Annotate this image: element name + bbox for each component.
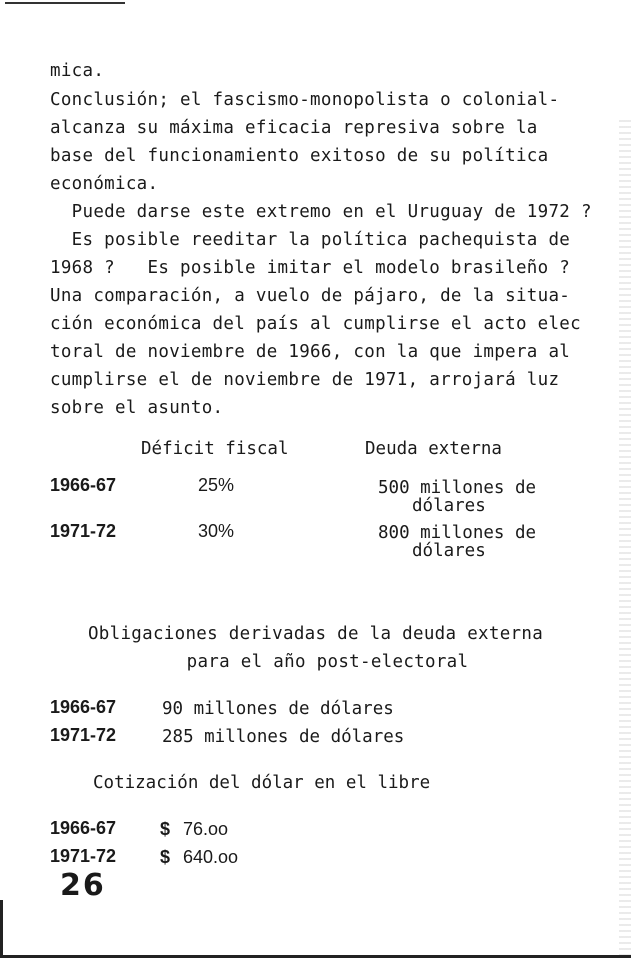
- text-line: sobre el asunto.: [50, 398, 224, 418]
- obligaciones-subtitle: para el año post-electoral: [186, 652, 469, 672]
- obligacion-value: 90 millones de dólares: [162, 699, 394, 719]
- page-number: 26: [60, 868, 106, 903]
- text-line: económica.: [50, 174, 159, 194]
- text-line: toral de noviembre de 1966, con la que impera al: [50, 342, 571, 362]
- scan-edge-left: [0, 900, 3, 955]
- peso-symbol: $: [160, 819, 171, 839]
- text-line: Una comparación, a vuelo de pájaro, de la situa-: [50, 286, 571, 306]
- scan-edge-right: [619, 120, 631, 958]
- row-year: 1971-72: [50, 846, 117, 866]
- text-line: mica.: [50, 61, 105, 81]
- deuda-value: 500 millones de: [378, 478, 537, 498]
- text-line: ción económica del país al cumplirse el acto elec: [50, 314, 581, 334]
- row-year: 1966-67: [50, 475, 117, 495]
- obligacion-value: 285 millones de dólares: [162, 727, 405, 747]
- row-year: 1966-67: [50, 818, 117, 838]
- header-deficit-fiscal: Déficit fiscal: [141, 439, 289, 459]
- text-line: Es posible reeditar la política pachequista de: [50, 230, 571, 250]
- cotizacion-title: Cotización del dólar en el libre: [93, 773, 431, 793]
- cotizacion-value: 76.oo: [183, 819, 229, 839]
- row-year: 1966-67: [50, 697, 117, 717]
- deficit-value: 30%: [198, 521, 235, 541]
- text-line: cumplirse el de noviembre de 1971, arrojará luz: [50, 370, 560, 390]
- row-year: 1971-72: [50, 521, 117, 541]
- text-line: Conclusión; el fascismo-monopolista o colonial-: [50, 90, 560, 110]
- deuda-value: 800 millones de: [378, 523, 537, 543]
- peso-symbol: $: [160, 847, 171, 867]
- obligaciones-title: Obligaciones derivadas de la deuda externa: [87, 624, 544, 644]
- deficit-value: 25%: [198, 475, 235, 495]
- text-line: 1968 ? Es posible imitar el modelo brasileño ?: [50, 258, 571, 278]
- text-line: Puede darse este extremo en el Uruguay de 1972 ?: [50, 202, 592, 222]
- text-line: alcanza su máxima eficacia represiva sobre la: [50, 118, 538, 138]
- deuda-unit: dólares: [412, 496, 486, 516]
- row-year: 1971-72: [50, 725, 117, 745]
- deuda-unit: dólares: [412, 541, 486, 561]
- scan-edge-top: [5, 2, 125, 4]
- text-line: base del funcionamiento exitoso de su política: [50, 146, 549, 166]
- header-deuda-externa: Deuda externa: [365, 439, 502, 459]
- cotizacion-value: 640.oo: [183, 847, 239, 867]
